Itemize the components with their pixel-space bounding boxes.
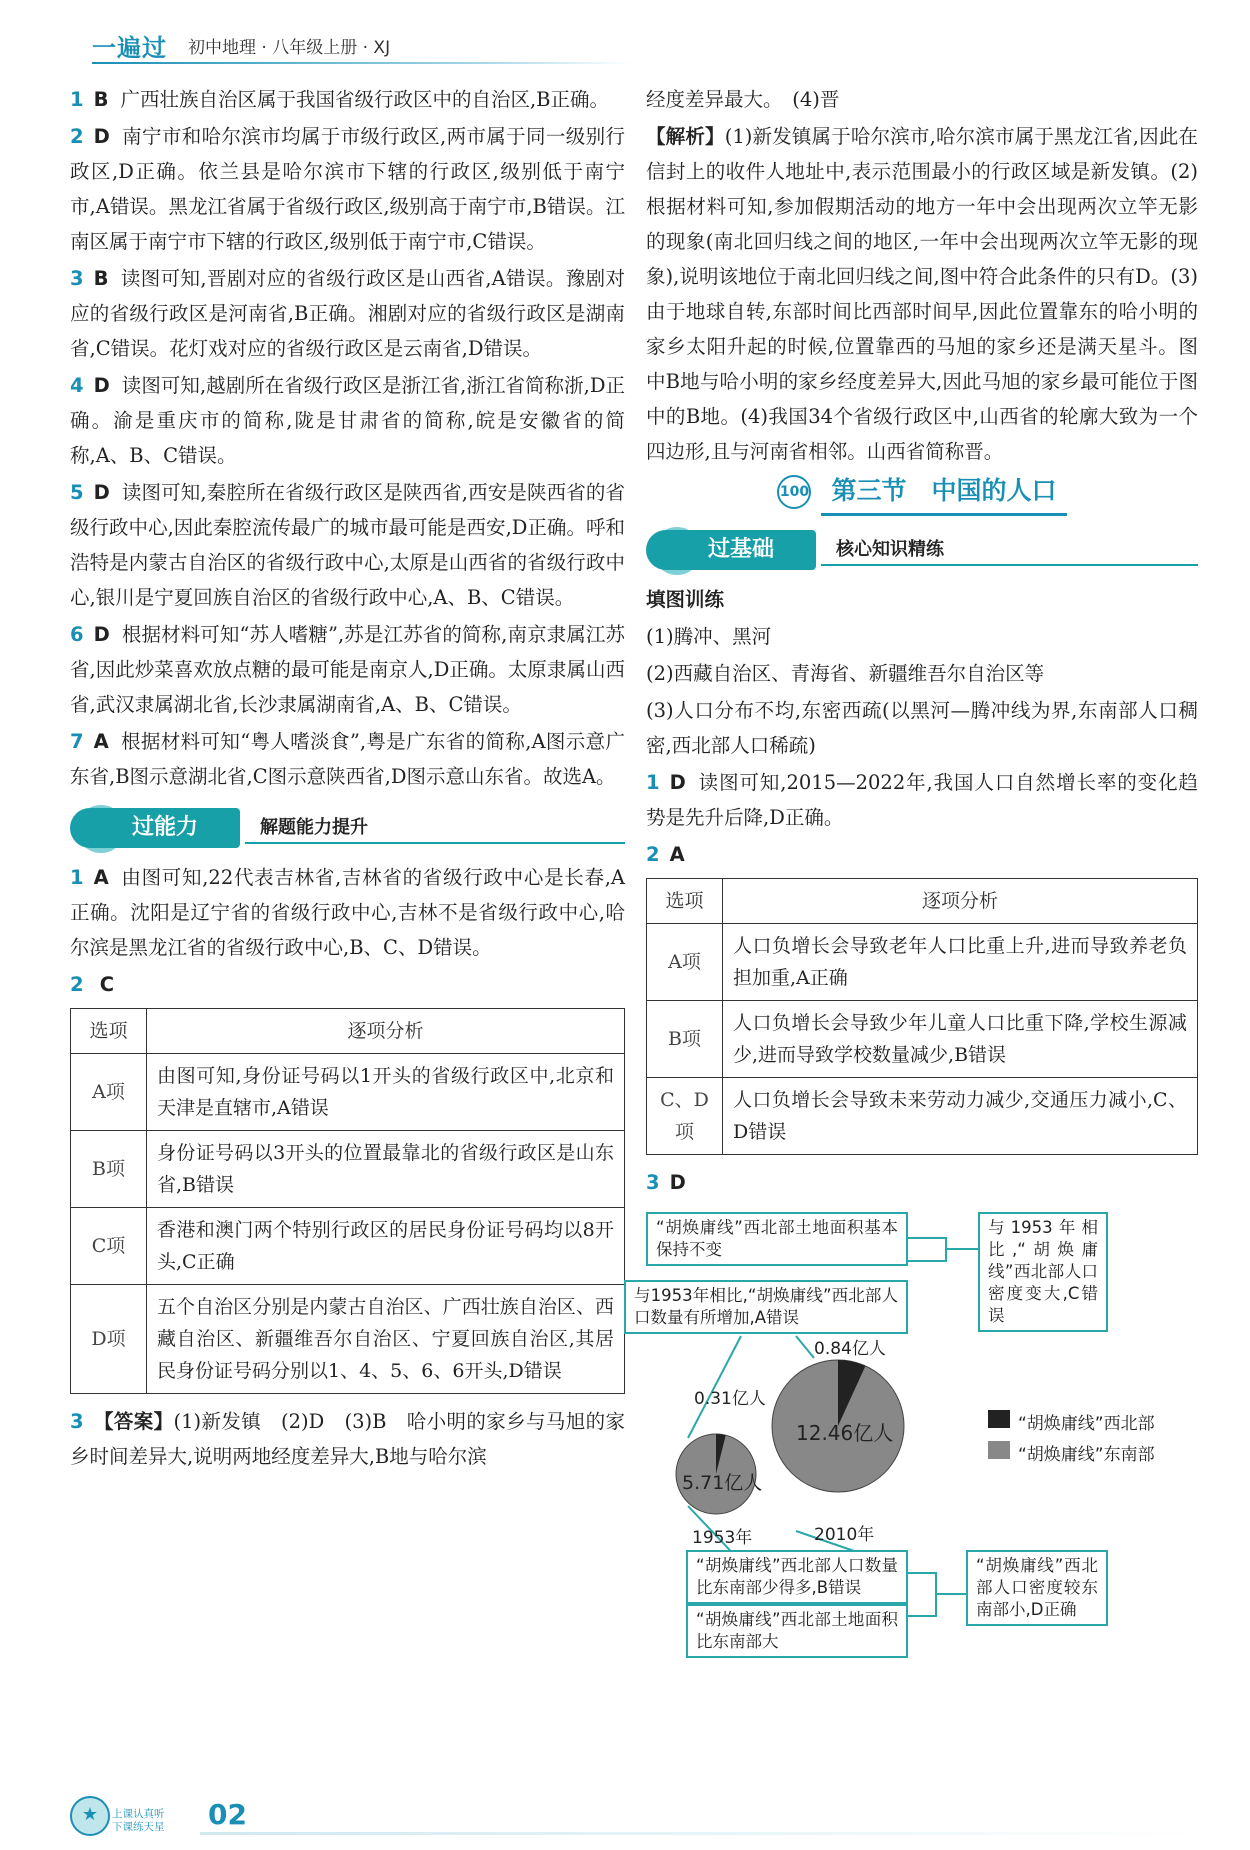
continued-answer: 经度差异最大。 (4)晋 [646,88,840,111]
question-number: 1 [70,866,84,889]
table-header-option: 选项 [647,879,723,924]
legend-swatch-northwest [988,1410,1010,1428]
question-number: 3 [70,267,84,290]
fill-map-list [646,619,1198,763]
section-badge-icon: 100 [777,475,811,509]
answer-text: 根据材料可知“苏人嗜糖”,苏是江苏省的简称,南京隶属江苏省,因此炒菜喜欢放点糖的最可能是南京人,D正确。太原隶属山西省,武汉隶属湖北省,长沙隶属湖南省,A、B、C错误。 [70,623,625,716]
table-cell-analysis: 香港和澳门两个特别行政区的居民身份证号码均以8开头,C正确 [147,1208,625,1285]
section-title [646,471,1198,516]
question-number: 3 [646,1171,660,1194]
table-cell-option: B项 [71,1131,147,1208]
analysis-table-left [70,1008,625,1394]
header-divider [92,62,632,64]
question-number: 1 [70,88,84,111]
right-column [634,82,1198,1651]
page-number: 02 [208,1798,247,1831]
table-cell-option: D项 [71,1285,147,1394]
answer-text: 根据材料可知“粤人嗜淡食”,粤是广东省的简称,A图示意广东省,B图示意湖北省,C图示意陕西省,D图示意山东省。故选A。 [70,730,625,788]
pie-1953-se-label: 5.71亿人 [682,1472,763,1494]
table-row [647,1078,1198,1155]
diagram-box-area-larger: “胡焕庸线”西北部土地面积比东南部大 [686,1604,908,1658]
table-row [71,1208,625,1285]
answer-letter: D [93,374,110,397]
table-cell-option: C项 [71,1208,147,1285]
diagram-box-population-increase: 与1953年相比,“胡焕庸线”西北部人口数量有所增加,A错误 [624,1280,908,1334]
answer-letter: D [93,623,110,646]
question-2-header [70,967,625,1002]
answer-text: 读图可知,2015—2022年,我国人口自然增长率的变化趋势是先升后降,D正确。 [646,771,1198,829]
question-number: 6 [70,623,84,646]
section-banner-basic [646,530,1198,570]
table-header-option: 选项 [71,1009,147,1054]
question-2-header [646,837,1198,872]
analysis-text: (1)新发镇属于哈尔滨市,哈尔滨市属于黑龙江省,因此在信封上的收件人地址中,表示范围最小的行政区域是新发镇。(2)根据材料可知,参加假期活动的地方一年中会出现两次立竿无影的现象(南北回归线之间的地区,一年中会出现两次立竿无影的现象),说明该地位于南北回归线之间,图中符合此条件的只有D。(3)由于地球自转,东部时间比西部时间早,因此位置靠东的哈小明的家乡太阳升起的时候,位置靠西的马旭的家乡还是满天星斗。图中B地与哈小明的家乡经度差异大,因此马旭的家乡最可能位于图中的B地。(4)我国34个省级行政区中,山西省的轮廓大致为一个四边形,且与河南省相邻。山西省简称晋。 [646,125,1198,463]
answer-text: (1)新发镇 (2)D (3)B 哈小明的家乡与马旭的家乡时间差异大,说明两地经度差异大,B地与哈尔滨 [70,1410,625,1468]
table-cell-option: A项 [647,924,723,1001]
question-number: 2 [646,843,660,866]
mascot-footer-icon: ★ [70,1796,110,1836]
table-cell-analysis: 人口负增长会导致未来劳动力减少,交通压力减小,C、D错误 [723,1078,1198,1155]
answer-label: 【答案】 [93,1410,174,1433]
answer-letter: D [669,771,686,794]
answer-letter: A [93,730,109,753]
table-row [647,924,1198,1001]
table-cell-analysis: 五个自治区分别是内蒙古自治区、广西壮族自治区、西藏自治区、新疆维吾尔自治区、宁夏回族自治区,其居民身份证号码分别以1、4、5、6、6开头,D错误 [147,1285,625,1394]
section-title-text: 第三节 中国的人口 [821,471,1066,516]
fill-map-title: 填图训练 [646,588,725,611]
question-number: 5 [70,481,84,504]
answer-item [70,860,625,965]
question-number: 4 [70,374,84,397]
answer-item [70,475,625,615]
banner-rule [821,564,1198,566]
connector-line [908,1238,946,1261]
section-banner-ability [70,808,625,848]
footer-bar [200,1832,1200,1835]
banner-subtitle: 解题能力提升 [260,817,368,838]
answer-item [70,617,625,722]
footer-note-line1: 上课认真听 [112,1808,165,1820]
legend-swatch-southeast [988,1441,1010,1459]
table-header-analysis: 逐项分析 [147,1009,625,1054]
left-column [70,82,625,1476]
table-row [647,1001,1198,1078]
hu-line-diagram [634,1206,1206,1651]
table-cell-option: B项 [647,1001,723,1078]
footer-note-line2: 下课练天星 [112,1821,165,1833]
answer-text: 读图可知,晋剧对应的省级行政区是山西省,A错误。豫剧对应的省级行政区是河南省,B正确。湘剧对应的省级行政区是湖南省,C错误。花灯戏对应的省级行政区是云南省,D错误。 [70,267,625,360]
book-breadcrumb: 初中地理 · 八年级上册 · XJ [188,38,391,58]
table-cell-option: A项 [71,1054,147,1131]
connector-line [796,1336,814,1358]
analysis-paragraph [646,119,1198,469]
answer-list-basic [70,82,625,794]
diagram-box-density-increase: 与1953年相比,“胡焕庸线”西北部人口密度变大,C错误 [978,1212,1108,1332]
answer-text: 读图可知,秦腔所在省级行政区是陕西省,西安是陕西省的省级行政中心,因此秦腔流传最广的城市最可能是西安,D正确。呼和浩特是内蒙古自治区的省级行政中心,太原是山西省的省级行政中心,银川是宁夏回族自治区的省级行政中心,A、B、C错误。 [70,481,625,609]
table-row [71,1054,625,1131]
answer-letter: B [93,88,109,111]
answer-letter: D [93,125,110,148]
answer-text: 南宁市和哈尔滨市均属于市级行政区,两市属于同一级别行政区,D正确。依兰县是哈尔滨市下辖的行政区,级别低于南宁市,A错误。黑龙江省属于省级行政区,级别高于南宁市,B错误。江南区属于南宁市下辖的行政区,级别低于南宁市,C错误。 [70,125,625,253]
answer-letter: A [93,866,109,889]
answer-item [70,82,625,117]
answer-text: 读图可知,越剧所在省级行政区是浙江省,浙江省简称浙,D正确。渝是重庆市的简称,陇是甘肃省的简称,皖是安徽省的简称,A、B、C错误。 [70,374,625,467]
legend-southeast: “胡焕庸线”东南部 [1018,1445,1155,1465]
answer-item [70,368,625,473]
answer-letter: B [93,267,109,290]
pie-1953-year: 1953年 [692,1528,753,1548]
table-cell-analysis: 人口负增长会导致少年儿童人口比重下降,学校生源减少,进而导致学校数量减少,B错误 [723,1001,1198,1078]
answer-letter: D [93,481,110,504]
table-cell-analysis: 人口负增长会导致老年人口比重上升,进而导致养老负担加重,A正确 [723,924,1198,1001]
banner-tag: 过能力 [70,808,240,848]
diagram-box-density-smaller: “胡焕庸线”西北部人口密度较东南部小,D正确 [966,1550,1108,1626]
answer-list-ability [70,860,625,965]
brand-logo: 一遍过 [92,34,167,62]
fill-map-item: (1)腾冲、黑河 [646,625,772,648]
pie-2010-se-label: 12.46亿人 [796,1421,894,1445]
table-cell-option: C、D项 [647,1078,723,1155]
answer-item [70,724,625,794]
pie-2010-nw-label: 0.84亿人 [814,1339,886,1359]
answer-item [70,261,625,366]
analysis-table-right [646,878,1198,1155]
table-cell-analysis: 身份证号码以3开头的位置最靠北的省级行政区是山东省,B错误 [147,1131,625,1208]
answer-letter: C [99,973,115,996]
table-header-analysis: 逐项分析 [723,879,1198,924]
answer-letter: D [669,1171,686,1194]
banner-subtitle: 核心知识精练 [836,539,944,560]
question-number: 2 [70,973,84,996]
pie-1953-nw-label: 0.31亿人 [694,1389,766,1409]
answer-text: 由图可知,22代表吉林省,吉林省的省级行政中心是长春,A正确。沈阳是辽宁省的省级行政中心,吉林不是省级行政中心,哈尔滨是黑龙江省的省级行政中心,B、C、D错误。 [70,866,625,959]
question-3-header [646,1165,1198,1200]
question-number: 7 [70,730,84,753]
connector-line [908,1573,936,1616]
question-number: 3 [70,1410,84,1433]
fill-map-item: (3)人口分布不均,东密西疏(以黑河—腾冲线为界,东南部人口稠密,西北部人口稀疏) [646,699,1198,757]
question-number: 1 [646,771,660,794]
fill-map-item: (2)西藏自治区、青海省、新疆维吾尔自治区等 [646,662,1045,685]
table-row [71,1131,625,1208]
analysis-label: 【解析】 [646,125,725,148]
answer-item [70,119,625,259]
answer-text: 广西壮族自治区属于我国省级行政区中的自治区,B正确。 [120,88,609,111]
table-cell-analysis: 由图可知,身份证号码以1开头的省级行政区中,北京和天津是直辖市,A错误 [147,1054,625,1131]
question-3-answer [70,1404,625,1474]
legend-northwest: “胡焕庸线”西北部 [1018,1414,1155,1434]
diagram-box-population-less: “胡焕庸线”西北部人口数量比东南部少得多,B错误 [686,1550,908,1604]
pie-2010-year: 2010年 [814,1525,875,1545]
footer-note [112,1808,165,1834]
answer-letter: A [669,843,685,866]
question-1 [646,765,1198,835]
diagram-box-area-unchanged: “胡焕庸线”西北部土地面积基本保持不变 [646,1212,908,1266]
question-number: 2 [70,125,84,148]
banner-tag: 过基础 [646,530,816,570]
banner-rule [245,842,625,844]
table-row [71,1285,625,1394]
